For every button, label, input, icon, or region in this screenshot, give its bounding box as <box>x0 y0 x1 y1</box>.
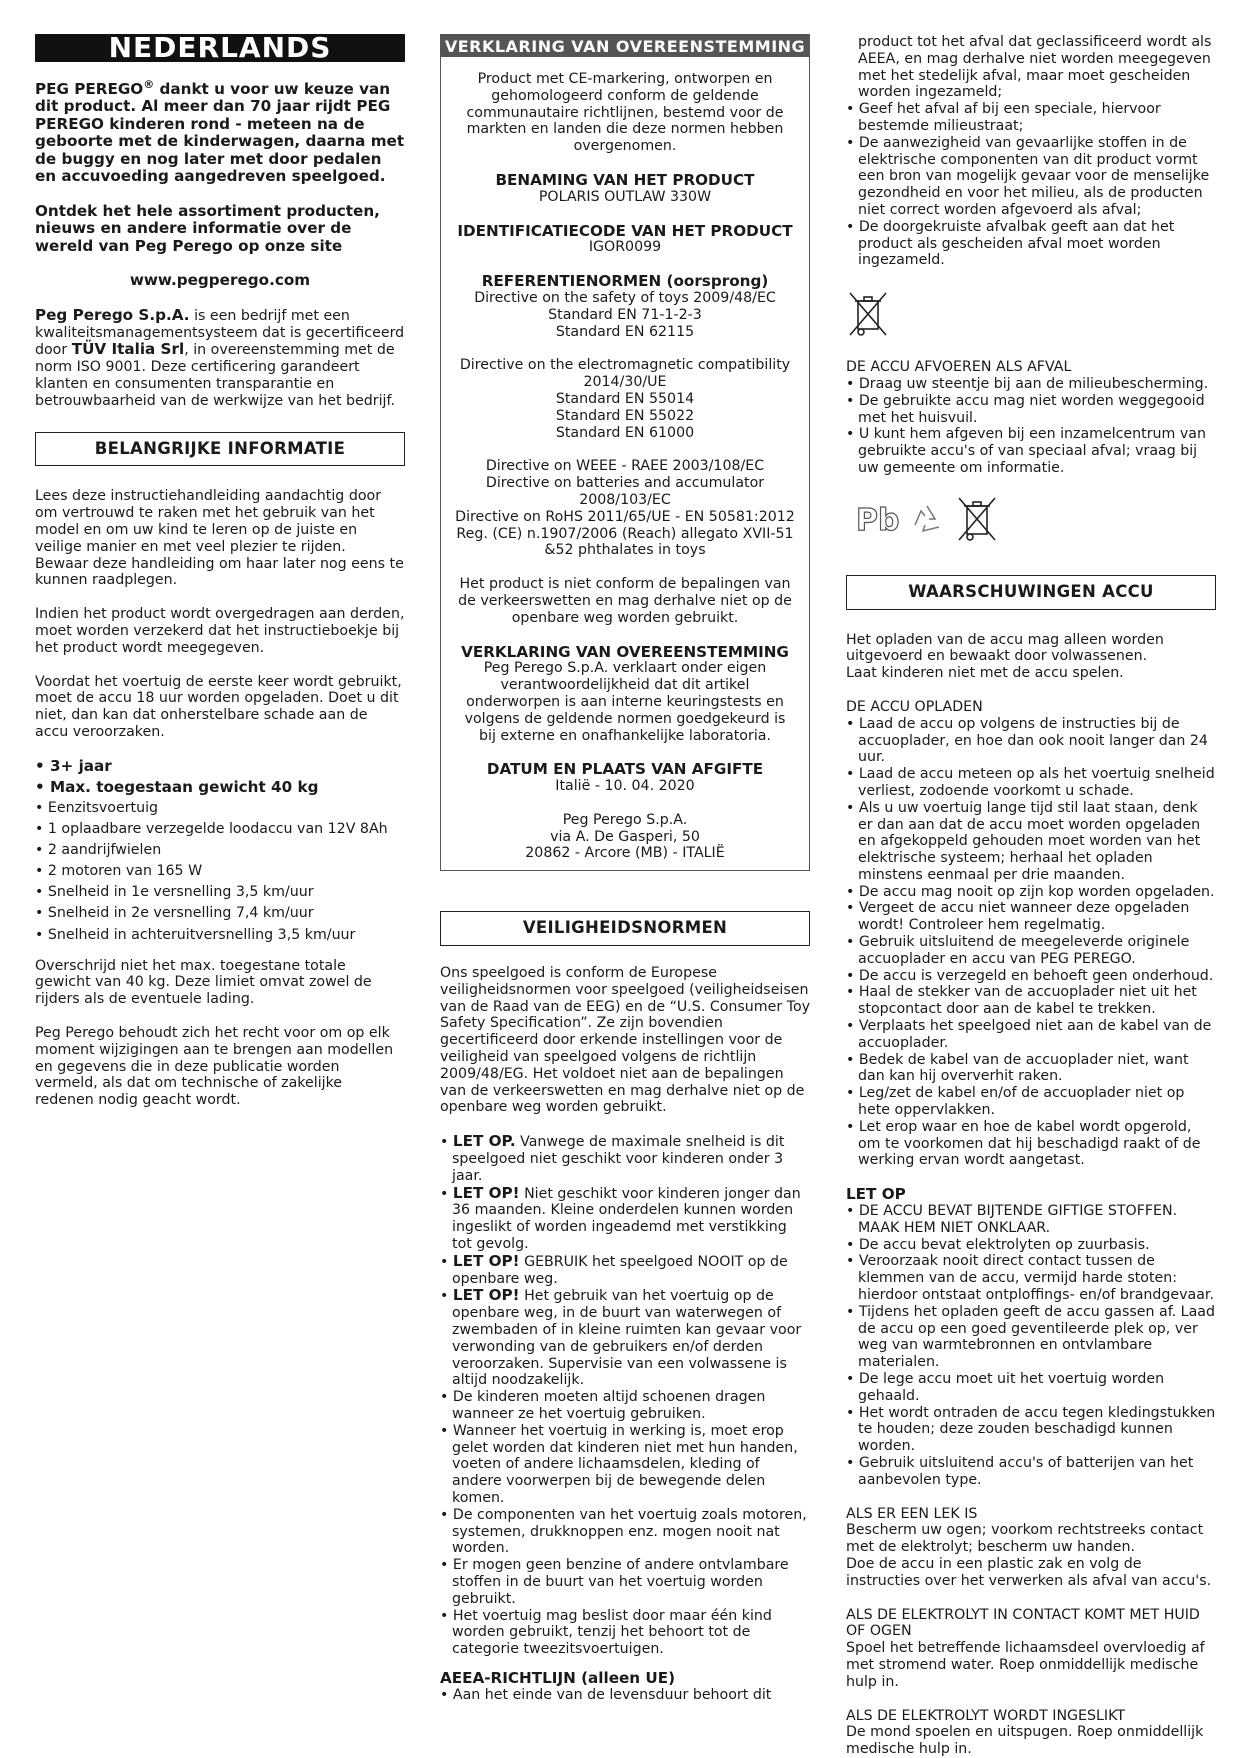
intro-site-text: Ontdek het hele assortiment producten, nieuws en andere informatie over de wereld van Peg Perego op onze site <box>35 201 380 255</box>
charging-item: • De accu mag nooit op zijn kop worden opgeladen. <box>846 883 1215 900</box>
spec-list <box>35 758 405 944</box>
spec-item: • 2 aandrijfwielen <box>35 842 162 859</box>
spec-item: • 1 oplaadbare verzegelde loodaccu van 12V 8Ah <box>35 821 388 838</box>
company-name: Peg Perego S.p.A. <box>35 305 190 324</box>
swallow-heading: ALS DE ELEKTROLYT WORDT INGESLIKT <box>846 1707 1125 1724</box>
column-right <box>846 34 1216 1758</box>
spec-item: • Max. toegestaan gewicht 40 kg <box>35 777 319 796</box>
intro-rest: dankt u voor uw keuze van dit product. Al meer dan 70 jaar rijdt PEG PEREGO kinderen rond - meteen na de geboorte met de kinderwagen, daarna met de buggy en nog later met door pedalen en accuvoeding aangedreven speelgoed. <box>35 79 405 186</box>
road-notice: Het product is niet conform de bepalingen van de verkeerswetten en mag derhalve niet op de openbare weg worden gebruikt. <box>458 576 792 626</box>
issue-date-value: Italië - 10. 04. 2020 <box>555 778 695 795</box>
dispose-item: • De gebruikte accu mag niet worden weggegooid met het huisvuil. <box>846 392 1205 426</box>
caution-item: • De lege accu moet uit het voertuig worden gehaald. <box>846 1371 1165 1404</box>
declaration-intro: Product met CE-markering, ontworpen en gehomologeerd conform de geldende communautaire richtlijnen, bestemd voor de markten en landen die deze normen hebben overgenomen. <box>466 71 784 155</box>
recycle-icon <box>909 501 945 542</box>
caution-item: • Veroorzaak nooit direct contact tussen de klemmen van de accu, vermijd harde stoten: hierdoor ontstaat ontploffings- en/of brandgevaar. <box>846 1253 1214 1304</box>
company-text-2: , in overeenstemming met de norm ISO 9001. Deze certificering garandeert klanten en consumenten transparantie en betrouwbaarheid van de werkwijze van het bedrijf. <box>35 342 395 409</box>
caution-heading: LET OP <box>846 1185 906 1204</box>
website-link[interactable]: www.pegperego.com <box>129 271 311 290</box>
warning-item: • Het voertuig mag beslist door maar één kind worden gebruikt, tenzij het behoort tot de categorie tweezitsvoertuigen. <box>440 1607 772 1658</box>
leak-heading: ALS ER EEN LEK IS <box>846 1505 978 1522</box>
info-paragraph-3: Indien het product wordt overgedragen aan derden, moet worden verzekerd dat het instructieboekje bij het product wordt meegegeven. <box>35 606 405 656</box>
weee-item: • De doorgekruiste afvalbak geeft aan dat het product als gescheiden afval moet worden ingezameld. <box>846 218 1175 269</box>
norm-line: Standard EN 61000 <box>555 424 695 441</box>
norm-line: Directive on batteries and accumulator 2008/103/EC <box>485 475 765 508</box>
norm-line: Directive on RoHS 2011/65/UE - EN 50581:2012 <box>455 508 795 525</box>
caution-item: • Het wordt ontraden de accu tegen kledingstukken te houden; deze zouden beschadigd kunnen worden. <box>846 1404 1216 1455</box>
registered-mark: ® <box>143 77 155 91</box>
important-info-heading: BELANGRIJKE INFORMATIE <box>35 432 405 467</box>
reference-norms-heading: REFERENTIENORMEN (oorsprong) <box>481 272 769 291</box>
warning-item: • De componenten van het voertuig zoals motoren, systemen, drukknoppen enz. mogen nooit nat worden. <box>440 1506 807 1557</box>
warning-item: • LET OP! Het gebruik van het voertuig op de openbare weg, in de buurt van waterwegen of zwembaden of in kleine ruimten kan gevaar voor verwonding van de gebruikers en/of derden veroorzaken. Supervisie van een volwassene is altijd noodzakelijk. <box>440 1286 802 1389</box>
charging-item: • Let erop waar en hoe de kabel wordt opgerold, om te voorkomen dat hij beschadigd raakt of de werking ervan wordt aangetast. <box>846 1118 1201 1169</box>
dispose-item: • U kunt hem afgeven bij een inzamelcentrum van gebruikte accu's of van speciaal afval; vraag bij uw gemeente om informatie. <box>846 426 1206 476</box>
warning-list <box>440 1133 810 1658</box>
product-name-heading: BENAMING VAN HET PRODUCT <box>495 170 755 189</box>
company-paragraph <box>35 307 405 410</box>
weee-continuation: product tot het afval dat geclassificeerd wordt als AEEA, en mag derhalve niet worden meegegeven met het stedelijk afval, maar moet gescheiden worden ingezameld; <box>858 34 1212 101</box>
charging-item: • De accu is verzegeld en behoeft geen onderhoud. <box>846 967 1214 984</box>
warning-item: • LET OP! GEBRUIK het speelgoed NOOIT op de openbare weg. <box>440 1251 788 1287</box>
address-line: Peg Perego S.p.A. <box>562 811 688 828</box>
warning-item: • De kinderen moeten altijd schoenen dragen wanneer ze het voertuig gebruiken. <box>440 1389 766 1422</box>
battery-disposal-icons <box>846 497 1216 547</box>
charging-item: • Laad de accu meteen op als het voertuig snelheid verliest, zodoende voorkomt u schade. <box>846 766 1215 799</box>
spec-item: • Eenzitsvoertuig <box>35 799 159 816</box>
spec-item: • Snelheid in 2e versnelling 7,4 km/uur <box>35 905 314 922</box>
norm-line: Standard EN 55014 <box>555 390 695 407</box>
declaration-heading: VERKLARING VAN OVEREENSTEMMING <box>441 35 809 57</box>
charging-item: • Vergeet de accu niet wanneer deze opgeladen wordt! Controleer hem regelmatig. <box>846 900 1190 934</box>
dispose-heading: DE ACCU AFVOEREN ALS AFVAL <box>846 359 1072 376</box>
product-id-heading: IDENTIFICATIECODE VAN HET PRODUCT <box>457 221 793 240</box>
spec-item: • 2 motoren van 165 W <box>35 863 203 880</box>
product-name-value: POLARIS OUTLAW 330W <box>538 188 712 205</box>
info-paragraph-1: Lees deze instructiehandleiding aandachtig door om vertrouwd te raken met het gebruik van het model en om uw kind te leren op de juiste en veilige manier en met veel plezier te rijden. <box>35 488 382 555</box>
caution-item: • Gebruik uitsluitend accu's of batterijen van het aanbevolen type. <box>846 1454 1194 1488</box>
warning-item: • LET OP. Vanwege de maximale snelheid is dit speelgoed niet geschikt voor kinderen onder 3 jaar. <box>440 1132 785 1184</box>
norm-line: Standard EN 62115 <box>555 323 695 340</box>
address-line: 20862 - Arcore (MB) - ITALIË <box>525 845 725 862</box>
charging-item: • Laad de accu op volgens de instructies bij de accuoplader, en hoe dan ook nooit langer dan 24 uur. <box>846 715 1208 766</box>
weight-paragraph: Overschrijd niet het max. toegestane totale gewicht van 40 kg. Deze limiet omvat zowel de rijders als de eventuele lading. <box>35 957 372 1008</box>
charging-item: • Als u uw voertuig lange tijd stil laat staan, denk er dan aan dat de accu moet worden opgeladen en afgekoppeld gehouden moet worden van het elektrische systeem; herhaal het opladen minstens eenmaal per drie maanden. <box>846 799 1201 883</box>
info-paragraph-2: Bewaar deze handleiding om haar later nog eens te kunnen raadplegen. <box>35 555 404 589</box>
warning-item: • Wanneer het voertuig in werking is, moet erop gelet worden dat kinderen niet met hun handen, voeten of andere lichaamsdelen, kleding of andere voorwerpen bij de bewegende delen komen. <box>440 1422 798 1506</box>
warning-item: • Er mogen geen benzine of andere ontvlambare stoffen in de buurt van het voertuig worden gebruikt. <box>440 1557 789 1607</box>
leak-text: Doe de accu in een plastic zak en volg de instructies over het verwerken als afval van accu's. <box>846 1555 1212 1589</box>
leak-text: Bescherm uw ogen; voorkom rechtstreeks contact met de elektrolyt; bescherm uw handen. <box>846 1522 1204 1556</box>
spec-item: • Snelheid in achteruitversnelling 3,5 km/uur <box>35 926 356 943</box>
norm-line: Directive on WEEE - RAEE 2003/108/EC <box>485 458 765 475</box>
caution-list <box>846 1203 1216 1489</box>
address-line: via A. De Gasperi, 50 <box>550 828 700 845</box>
declaration-2-text: Peg Perego S.p.A. verklaart onder eigen verantwoordelijkheid dat dit artikel onderworpen is aan interne keuringstests en volgens de geldende normen goedgekeurd is bij externe en onafhankelijke laboratoria. <box>464 660 786 744</box>
charging-item: • Verplaats het speelgoed niet aan de kabel van de accuoplader. <box>846 1018 1212 1051</box>
spec-item: • Snelheid in 1e versnelling 3,5 km/uur <box>35 884 314 901</box>
charge-text-1: Het opladen van de accu mag alleen worden uitgevoerd en bewaakt door volwassenen. <box>846 631 1164 665</box>
caution-item: • De accu bevat elektrolyten op zuurbasis. <box>846 1236 1150 1253</box>
page-title: NEDERLANDS <box>35 34 405 62</box>
company-text-1: is een bedrijf met een kwaliteitsmanagementsysteem dat is gecertificeerd door <box>35 307 405 359</box>
contact-text: Spoel het betreffende lichaamsdeel overvloedig af met stromend water. Roep onmiddellijk medische hulp in. <box>846 1640 1205 1690</box>
tuv-name: TÜV Italia Srl <box>71 340 185 359</box>
info-paragraph-4: Voordat het voertuig de eerste keer wordt gebruikt, moet de accu 18 uur worden opgeladen. Doet u dit niet, dan kan dat onherstelbare schade aan de accu veroorzaken. <box>35 673 402 740</box>
caution-item: • DE ACCU BEVAT BIJTENDE GIFTIGE STOFFEN. MAAK HEM NIET ONKLAAR. <box>846 1203 1178 1236</box>
warning-item: • LET OP! Niet geschikt voor kinderen jonger dan 36 maanden. Kleine onderdelen kunnen worden ingeslikt of worden ingeademd met verstikking tot gevolg. <box>440 1183 801 1253</box>
contact-heading: ALS DE ELEKTROLYT IN CONTACT KOMT MET HUID OF OGEN <box>846 1606 1200 1640</box>
weee-first-line: • Aan het einde van de levensduur behoort dit <box>440 1686 772 1703</box>
product-id-value: IGOR0099 <box>588 239 662 256</box>
dispose-list <box>846 376 1216 477</box>
norm-line: Directive on the electromagnetic compatibility 2014/30/UE <box>459 357 791 391</box>
lead-pb-icon: Pb <box>856 503 900 539</box>
charging-item: • Bedek de kabel van de accuoplader niet, want dan kan hij oververhit raken. <box>846 1051 1189 1085</box>
safety-norms-heading: VEILIGHEIDSNORMEN <box>440 911 810 946</box>
weee-item: • Geef het afval af bij een speciale, hiervoor bestemde milieustraat; <box>846 101 1161 134</box>
issue-date-heading: DATUM EN PLAATS VAN AFGIFTE <box>486 760 764 779</box>
dispose-item: • Draag uw steentje bij aan de milieubescherming. <box>846 375 1209 392</box>
safety-text: Ons speelgoed is conform de Europese veiligheidsnormen voor speelgoed (veiligheidseisen van de Raad van de EEG) en de “U.S. Consumer Toy Safety Specification”. Ze zijn bovendien gecertificeerd door erkende instellingen voor de veiligheid van speelgoed volgens de richtlijn 2009/48/EG. Het voldoet niet aan de bepalingen van de verkeerswetten en mag derhalve niet op de openbare weg worden gebruikt. <box>440 965 811 1116</box>
crossed-bin-battery-icon <box>955 494 999 549</box>
crossed-bin-icon <box>846 289 1216 339</box>
weee-heading: AEEA-RICHTLIJN (alleen UE) <box>440 1668 676 1687</box>
norm-line: Reg. (CE) n.1907/2006 (Reach) allegato XVII-51 &52 phthalates in toys <box>456 525 794 559</box>
charging-item: • Gebruik uitsluitend de meegeleverde originele accuoplader en accu van PEG PEREGO. <box>846 934 1190 967</box>
swallow-text: De mond spoelen en uitspugen. Roep onmiddellijk medische hulp in. <box>846 1724 1204 1758</box>
norm-line: Standard EN 55022 <box>555 407 695 424</box>
charging-list <box>846 716 1216 1170</box>
charging-item: • Haal de stekker van de accuoplader niet uit het stopcontact door aan de kabel te trekken. <box>846 984 1197 1018</box>
battery-warnings-heading: WAARSCHUWINGEN ACCU <box>846 575 1216 610</box>
weee-item: • De aanwezigheid van gevaarlijke stoffen in de elektrische componenten van dit product vormt een bron van mogelijk gevaar voor de menselijke gezondheid en voor het milieu, als de producten niet correct worden afgevoerd als afval; <box>846 134 1210 218</box>
charging-item: • Leg/zet de kabel en/of de accuoplader niet op hete oppervlakken. <box>846 1085 1185 1119</box>
weee-list <box>846 101 1216 269</box>
norm-line: Standard EN 71-1-2-3 <box>548 306 702 323</box>
declaration-box <box>440 34 810 871</box>
caution-item: • Tijdens het opladen geeft de accu gassen af. Laad de accu op een goed geventileerde plek op, ver weg van warmtebronnen en ontvlambare materialen. <box>846 1303 1215 1371</box>
column-left <box>35 31 405 1109</box>
charging-heading: DE ACCU OPLADEN <box>846 698 983 715</box>
brand-name: PEG PEREGO <box>35 79 144 98</box>
norm-line: Directive on the safety of toys 2009/48/EC <box>474 289 776 306</box>
declaration-2-heading: VERKLARING VAN OVEREENSTEMMING <box>461 642 789 661</box>
rights-paragraph: Peg Perego behoudt zich het recht voor om op elk moment wijzigingen aan te brengen aan modellen en gegevens die in deze publicatie worden vermeld, als dat om technische of zakelijke redenen nodig geacht wordt. <box>35 1025 394 1109</box>
intro-text <box>35 76 405 186</box>
spec-item: • 3+ jaar <box>35 756 112 775</box>
charge-text-2: Laat kinderen niet met de accu spelen. <box>846 665 1124 682</box>
column-middle <box>440 34 810 1704</box>
